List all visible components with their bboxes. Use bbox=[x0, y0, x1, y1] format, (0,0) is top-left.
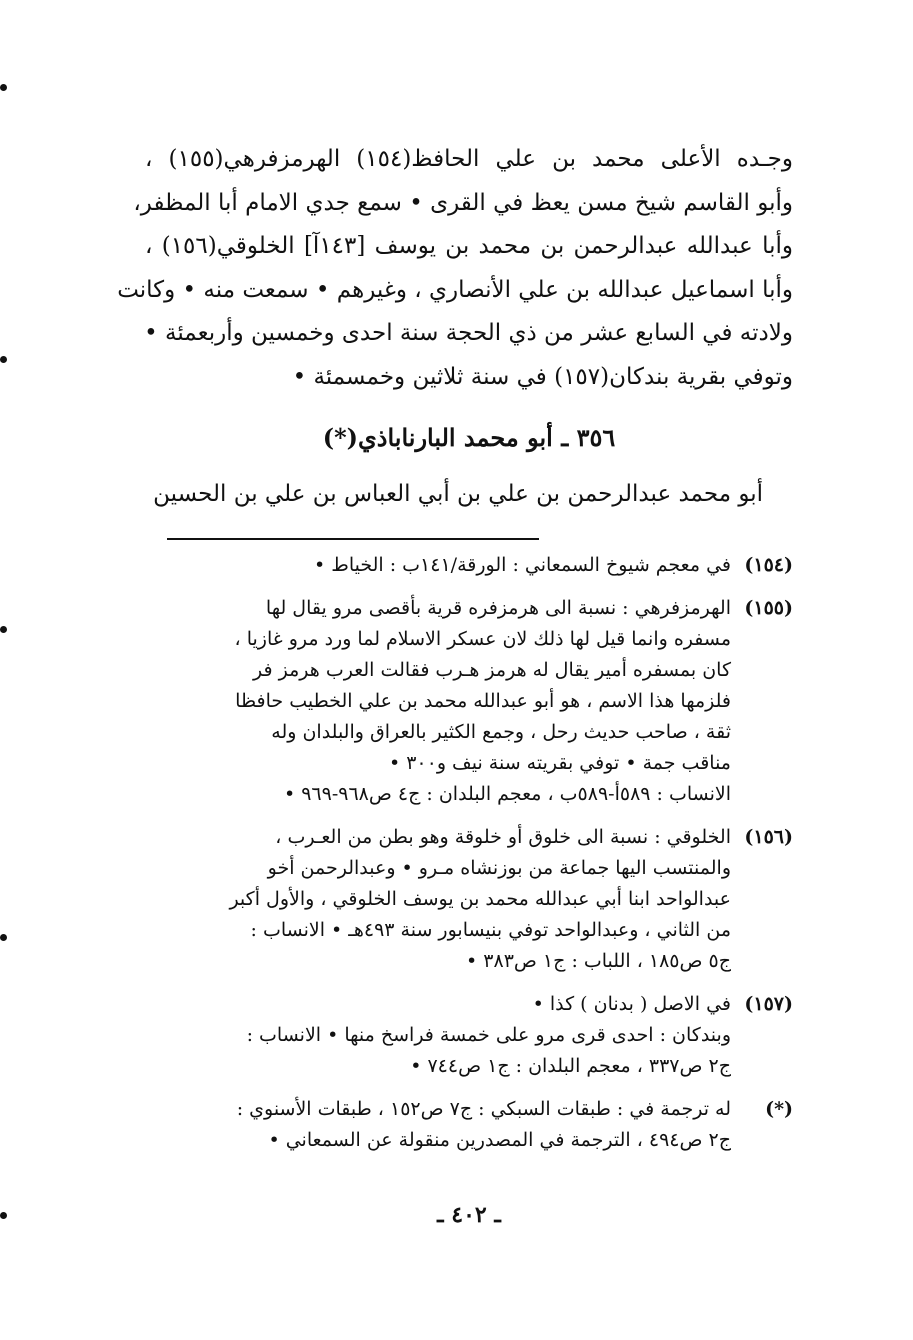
margin-mark bbox=[0, 1212, 7, 1219]
footnote bbox=[145, 550, 793, 581]
text-line: وأبو القاسم شيخ مسن يعظ في القرى • سمع جدي الامام أبا المظفر، bbox=[133, 189, 793, 216]
main-text bbox=[117, 138, 793, 399]
footnote-text: ج٥ ص١٨٥ ، اللباب : ج١ ص٣٨٣ • bbox=[466, 950, 731, 972]
footnote-text: ج٢ ص٣٣٧ ، معجم البلدان : ج١ ص٧٤٤ • bbox=[410, 1055, 731, 1077]
footnote-number: (*) bbox=[765, 1098, 793, 1120]
footnote-text: والمنتسب اليها جماعة من بوزنشاه مـرو • وعبدالرحمن أخو bbox=[267, 857, 731, 879]
footnote bbox=[145, 989, 793, 1082]
footnote-text: فلزمها هذا الاسم ، هو أبو عبدالله محمد بن علي الخطيب حافظا bbox=[235, 690, 731, 712]
footnote-number: (١٥٥) bbox=[744, 597, 793, 619]
entry-intro: أبو محمد عبدالرحمن بن علي بن أبي العباس بن علي بن الحسين bbox=[153, 481, 763, 507]
footnote-text: الانساب : ٥٨٩أ-٥٨٩ب ، معجم البلدان : ج٤ ص٩٦٨-٩٦٩ • bbox=[283, 783, 731, 805]
margin-mark bbox=[0, 356, 7, 363]
footnote-separator bbox=[167, 538, 539, 540]
footnote-text: في معجم شيوخ السمعاني : الورقة/١٤١ب : الخياط • bbox=[314, 554, 731, 576]
text-line: وجـده الأعلى محمد بن علي الحافظ(١٥٤) الهرمزفرهي(١٥٥) ، bbox=[145, 146, 793, 172]
entry-heading: ٣٥٦ ـ أبو محمد البارناباذي(*) bbox=[322, 423, 616, 452]
footnote-text: مسفره وانما قيل لها ذلك لان عسكر الاسلام لما ورد مرو غازيا ، bbox=[234, 628, 731, 650]
footnote-text: ج٢ ص٤٩٤ ، الترجمة في المصدرين منقولة عن السمعاني • bbox=[268, 1129, 731, 1151]
footnote-text: من الثاني ، وعبدالواحد توفي بنيسابور سنة ٤٩٣هـ • الانساب : bbox=[250, 919, 731, 941]
footnote bbox=[145, 593, 793, 810]
footnote bbox=[145, 822, 793, 977]
footnote-text: كان بمسفره أمير يقال له هرمز هـرب فقالت العرب هرمز فر bbox=[253, 659, 731, 681]
footnote-number: (١٥٧) bbox=[744, 993, 793, 1015]
footnote-text: الخلوقي : نسبة الى خلوق أو خلوقة وهو بطن من العـرب ، bbox=[275, 826, 731, 848]
footnotes bbox=[145, 550, 793, 1168]
footnote-text: الهرمزفرهي : نسبة الى هرمزفره قرية بأقصى مرو يقال لها bbox=[265, 597, 731, 619]
text-line: وتوفي بقرية بندكان(١٥٧) في سنة ثلاثين وخمسمئة • bbox=[292, 363, 793, 390]
text-line: ولادته في السابع عشر من ذي الحجة سنة احدى وخمسين وأربعمئة • bbox=[144, 320, 793, 346]
footnote-number: (١٥٤) bbox=[744, 554, 793, 576]
margin-mark bbox=[0, 934, 7, 941]
margin-mark bbox=[0, 626, 7, 633]
footnote-text: ثقة ، صاحب حديث رحل ، وجمع الكثير بالعراق والبلدان وله bbox=[271, 721, 731, 743]
footnote bbox=[145, 1094, 793, 1156]
margin-mark bbox=[0, 84, 7, 91]
text-line: وأبا اسماعيل عبدالله بن علي الأنصاري ، وغيرهم • سمعت منه • وكانت bbox=[117, 276, 793, 303]
footnote-number: (١٥٦) bbox=[744, 826, 793, 848]
footnote-text: عبدالواحد ابنا أبي عبدالله محمد بن يوسف الخلوقي ، والأول أكبر bbox=[229, 888, 731, 910]
footnote-text: مناقب جمة • توفي بقريته سنة نيف و٣٠٠ • bbox=[388, 752, 731, 774]
text-line: وأبا عبدالله عبدالرحمن بن محمد بن يوسف [١٤٣آ] الخلوقي(١٥٦) ، bbox=[145, 233, 793, 259]
page-number: ـ ٤٠٢ ـ bbox=[437, 1202, 501, 1228]
footnote-text: وبندكان : احدى قرى مرو على خمسة فراسخ منها • الانساب : bbox=[246, 1024, 731, 1046]
footnote-text: له ترجمة في : طبقات السبكي : ج٧ ص١٥٢ ، طبقات الأسنوي : bbox=[236, 1098, 731, 1120]
footnote-text: في الاصل ( بدنان ) كذا • bbox=[532, 993, 731, 1015]
